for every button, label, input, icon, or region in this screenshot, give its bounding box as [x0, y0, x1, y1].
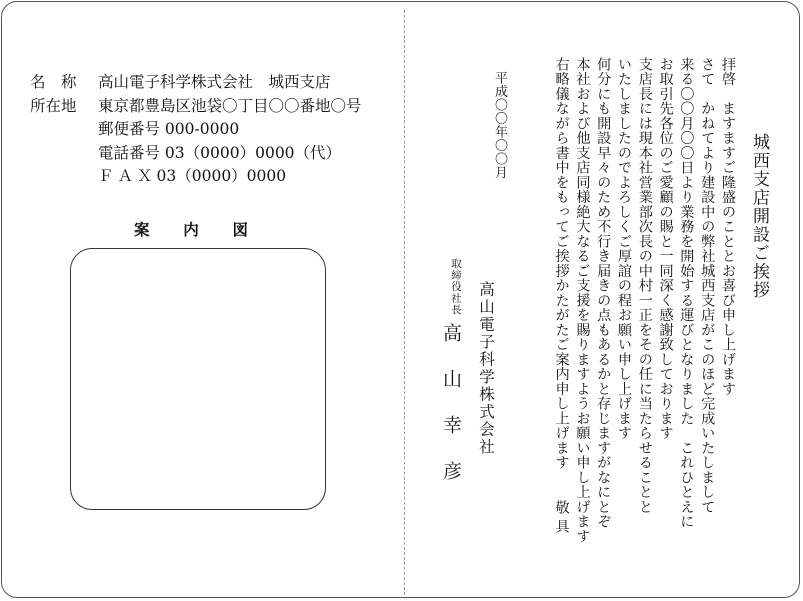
- info-address-value: 東京都豊島区池袋〇丁目〇〇番地〇号: [98, 96, 362, 115]
- info-name-label: 名 称: [30, 73, 77, 91]
- info-name-value: 高山電子科学株式会社 城西支店: [98, 73, 331, 91]
- map-frame: [70, 248, 326, 510]
- sender-company: 高山電子科学株式会社: [477, 281, 495, 456]
- info-postal: 郵便番号 000-0000: [98, 120, 240, 138]
- info-address-label: 所在地: [30, 96, 77, 115]
- info-fax-value: 03（0000）0000: [156, 167, 287, 185]
- letter-line-9-text: 右略儀ながら書中をもってご挨拶かたがたご案内申し上げます: [553, 57, 570, 470]
- info-fax-label: ＦＡＸ: [98, 167, 157, 185]
- letter-title: 城西支店開設ご挨拶: [749, 133, 769, 300]
- branch-info: [30, 71, 362, 189]
- letter-closing: 敬具: [553, 500, 570, 539]
- info-fax-row: [30, 165, 362, 189]
- map-title-char-2: 内: [183, 221, 199, 239]
- sender-position: 取締役社長: [450, 258, 462, 316]
- letter-line-9: [551, 57, 572, 544]
- info-phone: 電話番号 03（0000）0000（代）: [98, 143, 342, 162]
- letter-line-5: 支店長には現本社営業部次長の中村一正をその任に当たらせることと: [636, 57, 653, 515]
- letter-line-8: 本社および他支店同様絶大なるご支援を賜りますようお願い申し上げます: [574, 57, 591, 544]
- letter-line-7: 何分にも開設早々のため不行き届きの点もあるかと存じますがなにとぞ: [595, 57, 612, 529]
- info-name-row: [30, 71, 362, 95]
- letter-date: 平成〇〇年〇〇月: [492, 71, 507, 179]
- letter-line-4: お取引先各位のご愛顧の賜と一同深く感謝致しております: [657, 57, 674, 441]
- map-title-char-3: 図: [232, 221, 248, 239]
- map-title-char-1: 案: [134, 221, 150, 239]
- sender-name: 高山幸彦: [440, 323, 462, 507]
- letter-line-2: さて かねてより建設中の弊社城西支店がこのほど完成いたしまして: [699, 57, 716, 515]
- letter-body: [532, 57, 738, 544]
- fold-line: [404, 10, 405, 595]
- letter-line-1: 拝啓 ますますご隆盛のこととお喜び申し上げます: [720, 57, 736, 397]
- info-address-row: [30, 95, 362, 119]
- letter-line-6: いたしましたのでよろしくご厚誼の程お願い申し上げます: [616, 57, 633, 441]
- map-title: [134, 218, 248, 240]
- letter-line-3: 来る〇〇月〇〇日より業務を開始する運びとなりました これひとえに: [678, 57, 695, 529]
